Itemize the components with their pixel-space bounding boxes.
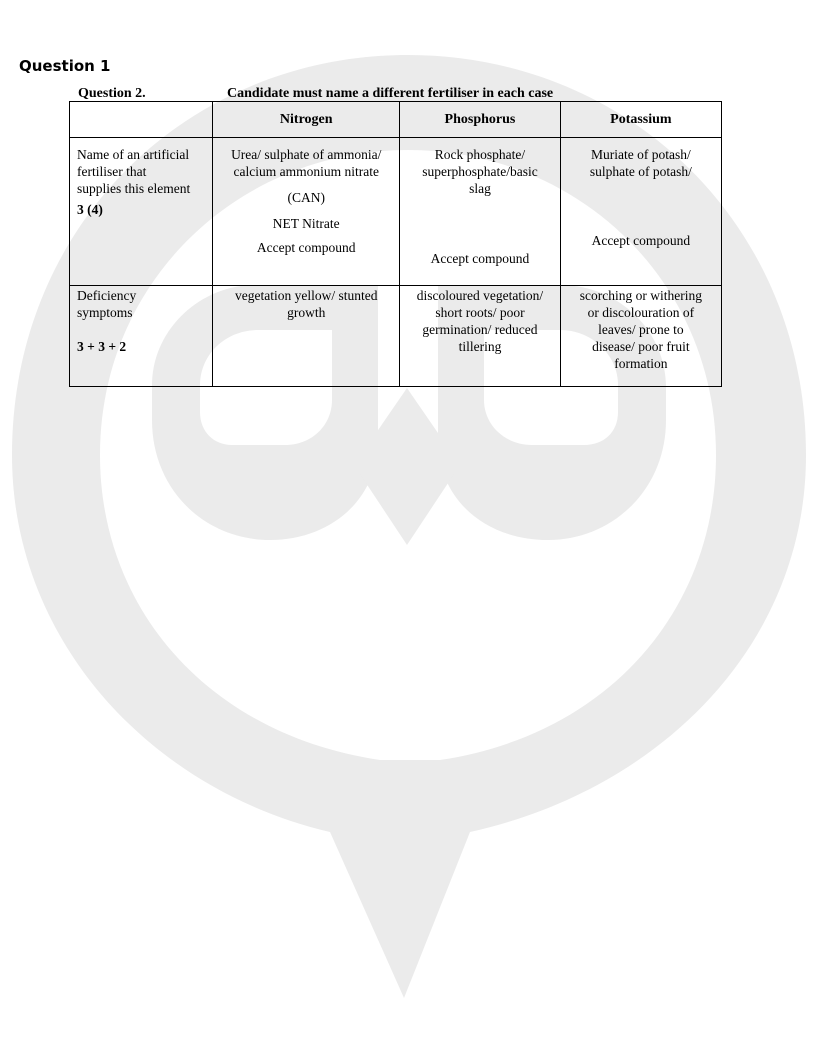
question-2-label: Question 2.: [78, 86, 146, 101]
question-1-heading: Question 1: [19, 57, 111, 75]
cell-line: Accept compound: [591, 233, 691, 248]
header-blank: [70, 102, 213, 138]
cell-line: sulphate of potash/: [589, 164, 692, 179]
cell-potassium-fertiliser: [560, 138, 721, 286]
row-label-line: symptoms: [77, 305, 133, 320]
cell-line: leaves/ prone to: [598, 322, 684, 337]
cell-line: superphosphate/basic: [422, 164, 538, 179]
cell-line: Accept compound: [430, 251, 530, 266]
row-label-fertiliser: [70, 138, 213, 286]
row-label-deficiency: [70, 286, 213, 387]
header-potassium: Potassium: [560, 102, 721, 138]
table-row: [70, 286, 722, 387]
cell-line: NET Nitrate: [272, 216, 340, 231]
row-marks: 3 (4): [77, 202, 103, 217]
cell-line: slag: [469, 181, 491, 196]
cell-line: calcium ammonium nitrate: [233, 164, 379, 179]
cell-line: or discolouration of: [587, 305, 695, 320]
cell-line: disease/ poor fruit: [592, 339, 690, 354]
table-row: [70, 138, 722, 286]
cell-line: short roots/ poor: [435, 305, 525, 320]
cell-line: Accept compound: [256, 240, 356, 255]
cell-line: tillering: [458, 339, 502, 354]
header-phosphorus: Phosphorus: [400, 102, 561, 138]
row-label-line: fertiliser that: [77, 164, 147, 179]
question-2-instruction: Candidate must name a different fertiliser in each case: [227, 86, 554, 101]
table-header-row: [70, 102, 722, 138]
cell-line: (CAN): [287, 190, 325, 205]
row-label-line: Name of an artificial: [77, 147, 190, 162]
cell-line: growth: [287, 305, 326, 320]
row-label-line: Deficiency: [77, 288, 137, 303]
cell-line: scorching or withering: [579, 288, 702, 303]
cell-line: Rock phosphate/: [434, 147, 526, 162]
cell-line: germination/ reduced: [422, 322, 538, 337]
cell-line: vegetation yellow/ stunted: [234, 288, 378, 303]
cell-phosphorus-fertiliser: [400, 138, 561, 286]
cell-line: formation: [614, 356, 668, 371]
cell-line: Muriate of potash/: [591, 147, 691, 162]
cell-nitrogen-fertiliser: [213, 138, 400, 286]
cell-phosphorus-symptoms: [400, 286, 561, 387]
row-marks: 3 + 3 + 2: [77, 339, 127, 354]
cell-line: Urea/ sulphate of ammonia/: [231, 147, 382, 162]
row-label-line: supplies this element: [77, 181, 191, 196]
cell-nitrogen-symptoms: [213, 286, 400, 387]
cell-line: discoloured vegetation/: [416, 288, 544, 303]
header-nitrogen: Nitrogen: [213, 102, 400, 138]
marking-scheme-table: [69, 101, 722, 387]
cell-potassium-symptoms: [560, 286, 721, 387]
